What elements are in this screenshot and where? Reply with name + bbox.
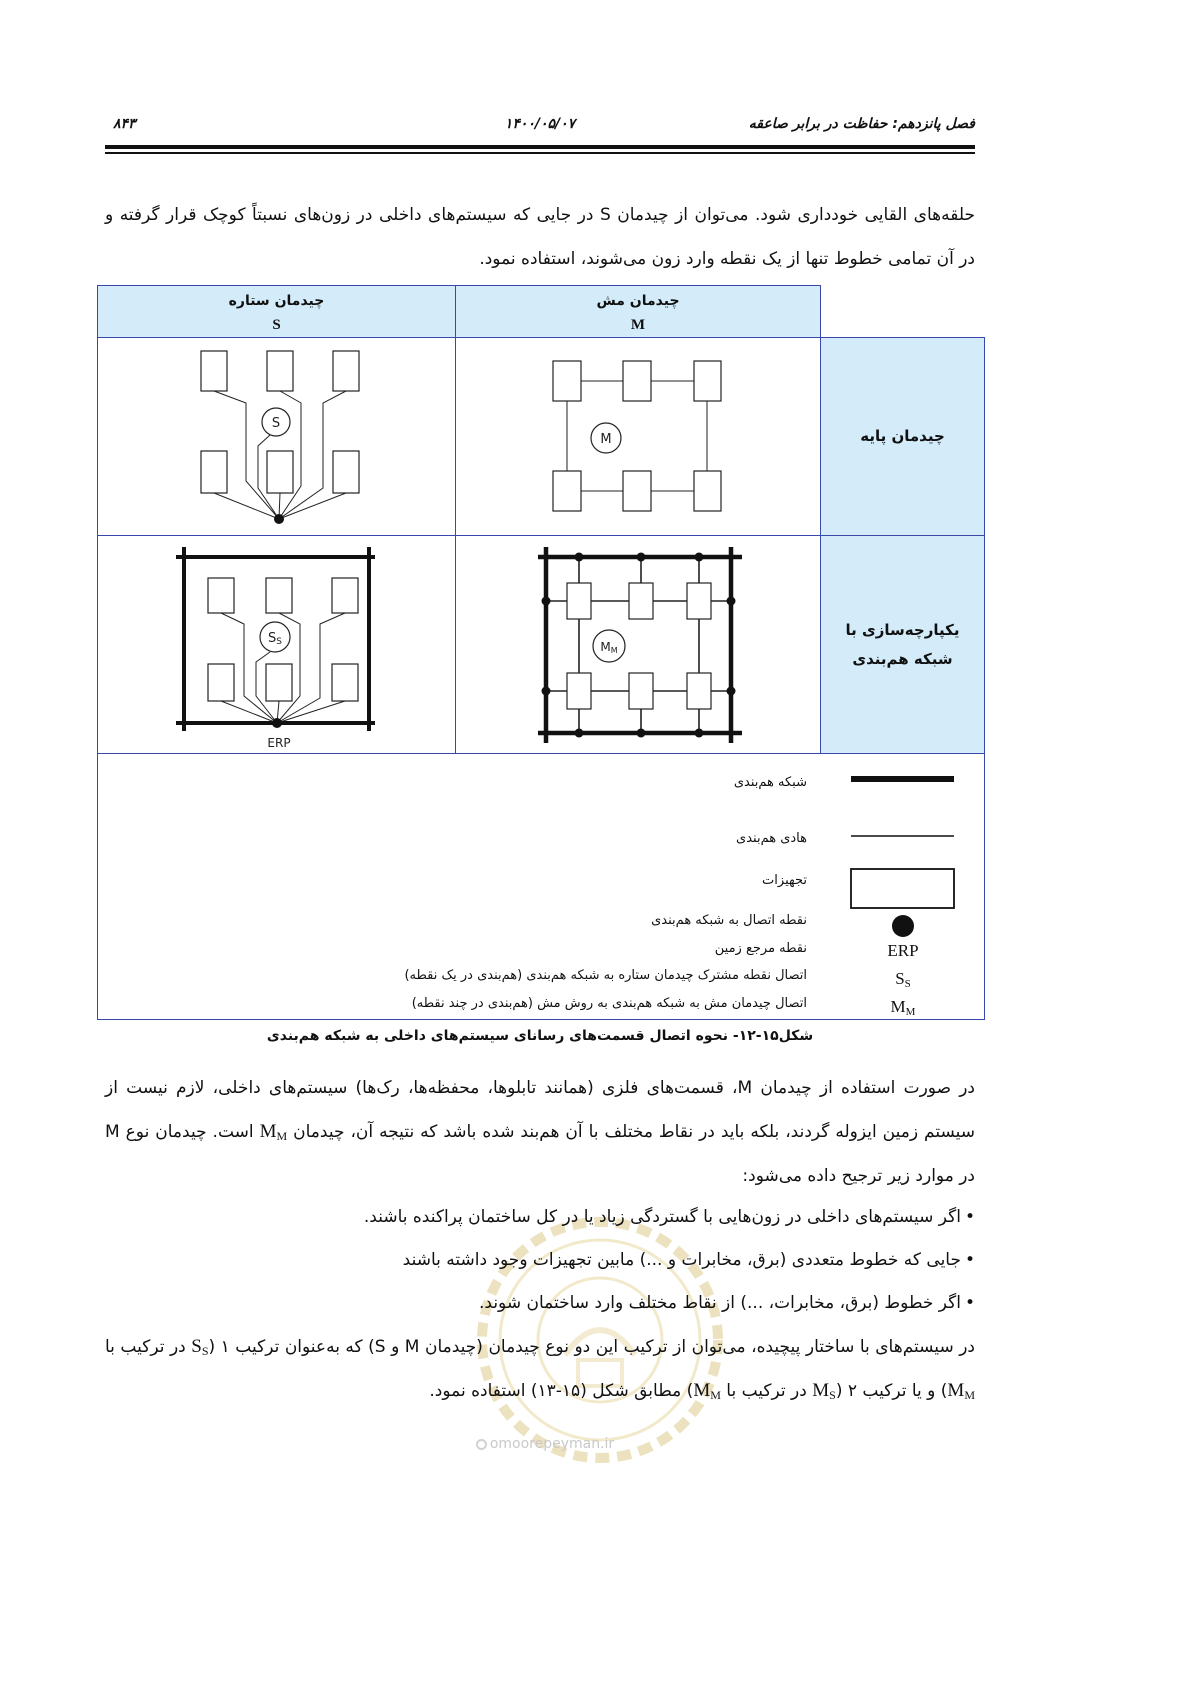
equipment-box: [629, 583, 653, 619]
bonding-point-dot: [637, 553, 646, 562]
legend-ss-symbol: [895, 969, 911, 990]
layout-symbol: [191, 1336, 208, 1357]
bonding-point-dot: [695, 729, 704, 738]
equipment-box: [567, 583, 591, 619]
equipment-box: [266, 664, 292, 701]
star-basic-cell: [97, 337, 456, 536]
symbol-base: S: [268, 631, 277, 646]
equipment-box: [687, 673, 711, 709]
figure-table: [97, 285, 985, 1020]
paragraph-3-segment: در ترکیب با: [720, 1381, 813, 1401]
star-basic-diagram: [98, 338, 455, 535]
star-integrated-diagram: [98, 536, 455, 753]
equipment-box: [553, 471, 581, 511]
paragraph-2-text-before: در صورت استفاده از چیدمان M، قسمت‌های فلزی (همانند تابلوها، محفظه‌ها، رک‌ها) سیستم‌های داخلی، لازم نیست از سیستم زمین ایزوله گردند، بلکه باید در نقاط مختلف با آن هم‌بند شده باشد که نتیجه آن، چیدمان: [105, 1078, 975, 1142]
legend-equipment-symbol: [851, 869, 954, 908]
equipment-box: [567, 673, 591, 709]
equipment-box: [623, 361, 651, 401]
bullet-item: • جایی که خطوط متعددی (برق، مخابرات و ...) مابین تجهیزات وجود داشته باشند: [105, 1239, 975, 1282]
row-label-basic-text: چیدمان پایه: [860, 427, 945, 445]
symbol-subscript: S: [904, 978, 911, 990]
erp-label: ERP: [267, 736, 291, 750]
symbol-subscript: M: [710, 1388, 721, 1402]
running-header: [105, 116, 975, 140]
header-rule-thin: [105, 152, 975, 154]
legend-erp-label: نقطه مرجع زمین: [714, 941, 807, 956]
mesh-symbol: M: [600, 432, 612, 447]
erp-dot: [272, 718, 282, 728]
paragraph-2-text-after: است. چیدمان نوع M در موارد زیر ترجیح داده می‌شود:: [105, 1122, 975, 1186]
mesh-integrated-cell: [455, 535, 821, 754]
symbol-base: M: [890, 997, 906, 1016]
symbol-base: M: [947, 1380, 965, 1401]
equipment-box: [208, 664, 234, 701]
equipment-box: [332, 578, 358, 613]
bullet-item: • اگر سیستم‌های داخلی در زون‌هایی با گستردگی زیاد یا در کل ساختمان پراکنده باشند.: [105, 1196, 975, 1239]
header-mesh-title: چیدمان مش: [596, 293, 680, 309]
equipment-box: [333, 351, 359, 391]
equipment-box: [694, 471, 721, 511]
equipment-box: [208, 578, 234, 613]
equipment-box: [694, 361, 721, 401]
paragraph-1: حلقه‌های القایی خودداری شود. می‌توان از چیدمان S در جایی که سیستم‌های داخلی در زون‌های نسبتاً کوچک قرار گرفته و در آن تمامی خطوط تنها از یک نقطه وارد زون می‌شوند، استفاده نمود.: [105, 205, 975, 269]
mesh-basic-cell: [455, 337, 821, 536]
legend-mm-symbol: [891, 997, 916, 1018]
row-label-integrated: [820, 535, 985, 754]
symbol-base: M: [600, 640, 611, 654]
conductor-line: [277, 701, 345, 723]
equipment-box: [629, 673, 653, 709]
legend-ss-label: اتصال نقطه مشترک چیدمان ستاره به شبکه هم‌بندی (هم‌بندی در یک نقطه): [404, 968, 807, 983]
figure-caption: شکل۱۵-۱۲- نحوه اتصال قسمت‌های رسانای سیستم‌های داخلی به شبکه هم‌بندی: [266, 1028, 814, 1044]
header-rule-thick: [105, 145, 975, 149]
symbol-base: S: [895, 969, 905, 988]
symbol-subscript: M: [905, 1006, 916, 1018]
header-star-symbol: S: [272, 317, 281, 333]
row-label-integrated-line2: شبکه هم‌بندی: [852, 649, 953, 668]
paragraph-3-segment: ) و یا ترکیب ۲ (: [835, 1381, 948, 1401]
header-star-layout: [97, 285, 456, 338]
mesh-integrated-diagram: [456, 536, 820, 753]
equipment-box: [623, 471, 651, 511]
symbol-subscript: S: [201, 1344, 209, 1358]
star-point-symbol: S: [271, 416, 281, 431]
symbol-base: M: [812, 1380, 830, 1401]
watermark-logo-icon: [476, 1439, 487, 1450]
layout-symbol: [947, 1380, 975, 1401]
symbol-subscript: S: [829, 1388, 836, 1402]
symbol-base: M: [259, 1121, 277, 1142]
layout-symbol: [812, 1380, 836, 1401]
equipment-box: [332, 664, 358, 701]
header-date: ۱۴۰۰/۰۵/۰۷: [504, 116, 576, 132]
layout-symbol: [693, 1380, 721, 1401]
bonding-point-dot: [695, 553, 704, 562]
bonding-point-dot: [727, 687, 736, 696]
conductor-line: [214, 493, 279, 519]
bonding-point-dot: [575, 553, 584, 562]
mesh-basic-diagram: [456, 338, 820, 535]
watermark-site: [445, 1436, 645, 1452]
symbol-base: M: [693, 1380, 711, 1401]
symbol-subscript: M: [964, 1388, 975, 1402]
equipment-box: [553, 361, 581, 401]
legend-bonding-point-label: نقطه اتصال به شبکه هم‌بندی: [651, 913, 807, 928]
header-star-title: چیدمان ستاره: [228, 293, 325, 309]
paragraph-3-segment: ) مطابق شکل (۱۵-۱۳) استفاده نمود.: [429, 1381, 694, 1401]
legend-erp-symbol: ERP: [887, 941, 919, 960]
symbol-subscript: M: [610, 646, 618, 655]
row-label-basic: [820, 337, 985, 536]
equipment-box: [267, 351, 293, 391]
bonding-point-dot: [637, 729, 646, 738]
legend-mm-label: اتصال چیدمان مش به شبکه هم‌بندی به روش مش (هم‌بندی در چند نقطه): [411, 996, 807, 1011]
legend-bonding-point-symbol: [892, 915, 914, 937]
page-number: ۸۴۳: [113, 116, 136, 132]
conductor-line: [279, 493, 346, 519]
bonding-point-dot: [542, 597, 551, 606]
chapter-title: فصل پانزدهم: حفاظت در برابر صاعقه: [748, 116, 975, 132]
paragraph-3: [105, 1325, 975, 1413]
watermark-site-text: omoorepeyman.ir: [489, 1436, 615, 1452]
legend-equipment-label: تجهیزات: [762, 873, 807, 888]
equipment-box: [333, 451, 359, 493]
header-mesh-layout: [455, 285, 821, 338]
paragraph-3-segment: در سیستم‌های با ساختار پیچیده، می‌توان از ترکیب این دو نوع چیدمان (چیدمان M و S) که به‌عنوان ترکیب ۱ (: [208, 1337, 975, 1357]
bonding-point-dot: [542, 687, 551, 696]
equipment-box: [201, 351, 227, 391]
bonding-point-dot: [727, 597, 736, 606]
star-integrated-cell: [97, 535, 456, 754]
symbol-subscript: M: [276, 1129, 288, 1143]
legend-bonding-network-label: شبکه هم‌بندی: [733, 775, 807, 790]
bullet-item: • اگر خطوط (برق، مخابرات، ...) از نقاط مختلف وارد ساختمان شوند.: [105, 1282, 975, 1325]
legend-cell: [97, 753, 985, 1020]
common-point-dot: [274, 514, 284, 524]
bonding-point-dot: [575, 729, 584, 738]
bullet-list: [105, 1196, 1073, 1325]
row-label-integrated-line1: یکپارچه‌سازی با: [845, 620, 960, 639]
header-mesh-symbol: M: [630, 317, 646, 333]
equipment-box: [201, 451, 227, 493]
equipment-box: [687, 583, 711, 619]
paragraph-2: [105, 1066, 975, 1198]
equipment-box: [266, 578, 292, 613]
symbol-base: S: [191, 1336, 202, 1357]
symbol-subscript: S: [276, 637, 282, 647]
equipment-box: [267, 451, 293, 493]
paragraph-3-segment: در ترکیب با: [105, 1337, 192, 1357]
legend-bonding-conductor-label: هادی هم‌بندی: [736, 831, 807, 846]
layout-symbol: [260, 1121, 288, 1142]
